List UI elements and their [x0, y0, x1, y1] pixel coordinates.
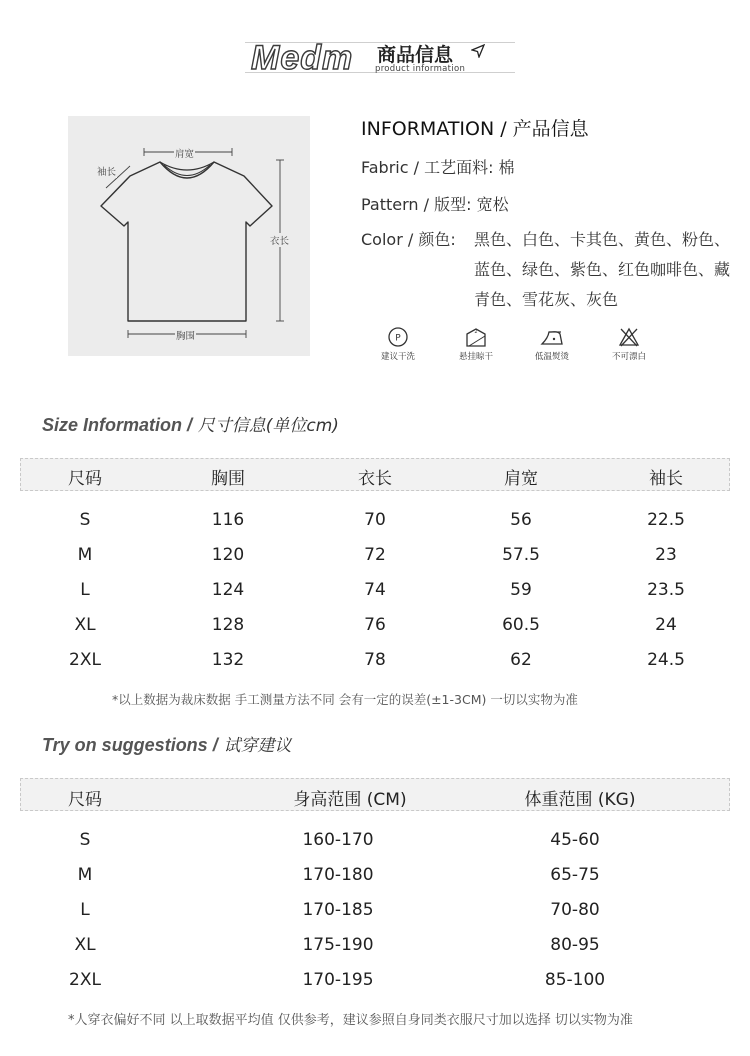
try-cell: 170-195	[302, 970, 374, 990]
size-note: *以上数据为裁床数据 手工测量方法不同 会有一定的误差(±1-3CM) 一切以实物为准	[112, 692, 578, 707]
dry-clean-icon	[387, 326, 409, 348]
size-cell: 62	[510, 650, 532, 670]
color-label: Color / 颜色:	[361, 230, 456, 249]
label-length: 衣长	[269, 233, 290, 247]
size-cell: 120	[211, 545, 245, 565]
care-label: 建议干洗	[380, 352, 415, 362]
care-item-dry-clean	[361, 326, 435, 362]
size-cell: 128	[211, 615, 245, 635]
size-cell: L	[80, 580, 90, 600]
try-cell: 70-80	[550, 900, 600, 920]
no-bleach-icon	[617, 326, 641, 348]
size-cell: 78	[364, 650, 386, 670]
label-chest: 胸围	[175, 328, 196, 342]
try-header-cell: 身高范围 (CM)	[293, 790, 407, 810]
care-item-hang-dry	[439, 326, 513, 362]
size-section-title-en: Size Information /	[42, 415, 193, 435]
size-cell: S	[79, 510, 91, 530]
svg-text:P: P	[395, 333, 401, 344]
hang-dry-icon	[464, 326, 488, 348]
try-header-cell: 尺码	[68, 790, 102, 810]
low-iron-icon	[539, 326, 565, 348]
label-shoulder: 肩宽	[174, 146, 195, 160]
size-cell: 124	[211, 580, 245, 600]
size-section-title	[42, 411, 339, 436]
brand-logo: Medm	[251, 39, 354, 77]
care-label: 不可漂白	[611, 352, 646, 362]
pattern-row: Pattern / 版型: 宽松	[361, 195, 509, 214]
size-header-cell: 尺码	[68, 469, 102, 489]
try-section-title-cn: 试穿建议	[223, 736, 292, 756]
size-cell: 22.5	[647, 510, 685, 530]
size-cell: 60.5	[502, 615, 540, 635]
header-subtitle: product information	[375, 64, 466, 74]
size-cell: 116	[211, 510, 245, 530]
fabric-row: Fabric / 工艺面料: 棉	[361, 158, 515, 177]
care-item-low-iron	[515, 326, 589, 362]
try-cell: S	[79, 830, 91, 850]
size-cell: 23	[655, 545, 677, 565]
size-header-cell: 袖长	[649, 469, 683, 489]
header-title: 商品信息	[377, 44, 454, 66]
care-label: 低温熨烫	[534, 352, 569, 362]
svg-text:2: 2	[474, 329, 478, 335]
try-cell: 2XL	[69, 970, 101, 990]
size-cell: 57.5	[502, 545, 540, 565]
size-cell: 74	[364, 580, 386, 600]
label-sleeve: 袖长	[96, 164, 117, 178]
try-cell: 170-180	[302, 865, 374, 885]
try-cell: 175-190	[302, 935, 374, 955]
try-cell: L	[80, 900, 90, 920]
size-header-cell: 肩宽	[504, 469, 538, 489]
try-cell: 85-100	[544, 970, 606, 990]
size-section-title-cn: 尺寸信息(单位cm)	[197, 416, 339, 436]
size-cell: 56	[510, 510, 532, 530]
try-cell: 170-185	[302, 900, 374, 920]
size-cell: 2XL	[69, 650, 101, 670]
size-cell: 70	[364, 510, 386, 530]
care-item-no-bleach	[592, 326, 666, 362]
size-cell: 72	[364, 545, 386, 565]
try-cell: 80-95	[550, 935, 600, 955]
try-note: *人穿衣偏好不同 以上取数据平均值 仅供参考，建议参照自身同类衣服尺寸加以选择 切以实物为准	[68, 1013, 633, 1028]
color-values: 黑色、白色、卡其色、黄色、粉色、蓝色、绿色、紫色、红色咖啡色、藏青色、雪花灰、灰色	[474, 230, 731, 309]
try-section-title-en: Try on suggestions /	[42, 735, 218, 755]
try-cell: 160-170	[302, 830, 374, 850]
try-cell: 65-75	[550, 865, 600, 885]
info-title: INFORMATION / 产品信息	[361, 118, 589, 140]
size-cell: 132	[211, 650, 245, 670]
size-cell: 24.5	[647, 650, 685, 670]
try-cell: M	[77, 865, 93, 885]
try-section-title	[42, 731, 291, 756]
try-cell: 45-60	[550, 830, 600, 850]
try-cell: XL	[74, 935, 96, 955]
size-cell: 76	[364, 615, 386, 635]
size-header-cell: 衣长	[358, 469, 392, 489]
size-cell: 59	[510, 580, 532, 600]
page-header	[245, 38, 515, 78]
size-cell: XL	[74, 615, 96, 635]
try-header-cell: 体重范围 (KG)	[524, 790, 636, 810]
size-header-cell: 胸围	[211, 469, 245, 489]
care-label: 悬挂晾干	[458, 352, 493, 362]
size-cell: 23.5	[647, 580, 685, 600]
size-cell: M	[77, 545, 93, 565]
tshirt-measurement-diagram	[68, 116, 310, 356]
send-arrow-icon	[471, 44, 485, 58]
size-cell: 24	[655, 615, 677, 635]
